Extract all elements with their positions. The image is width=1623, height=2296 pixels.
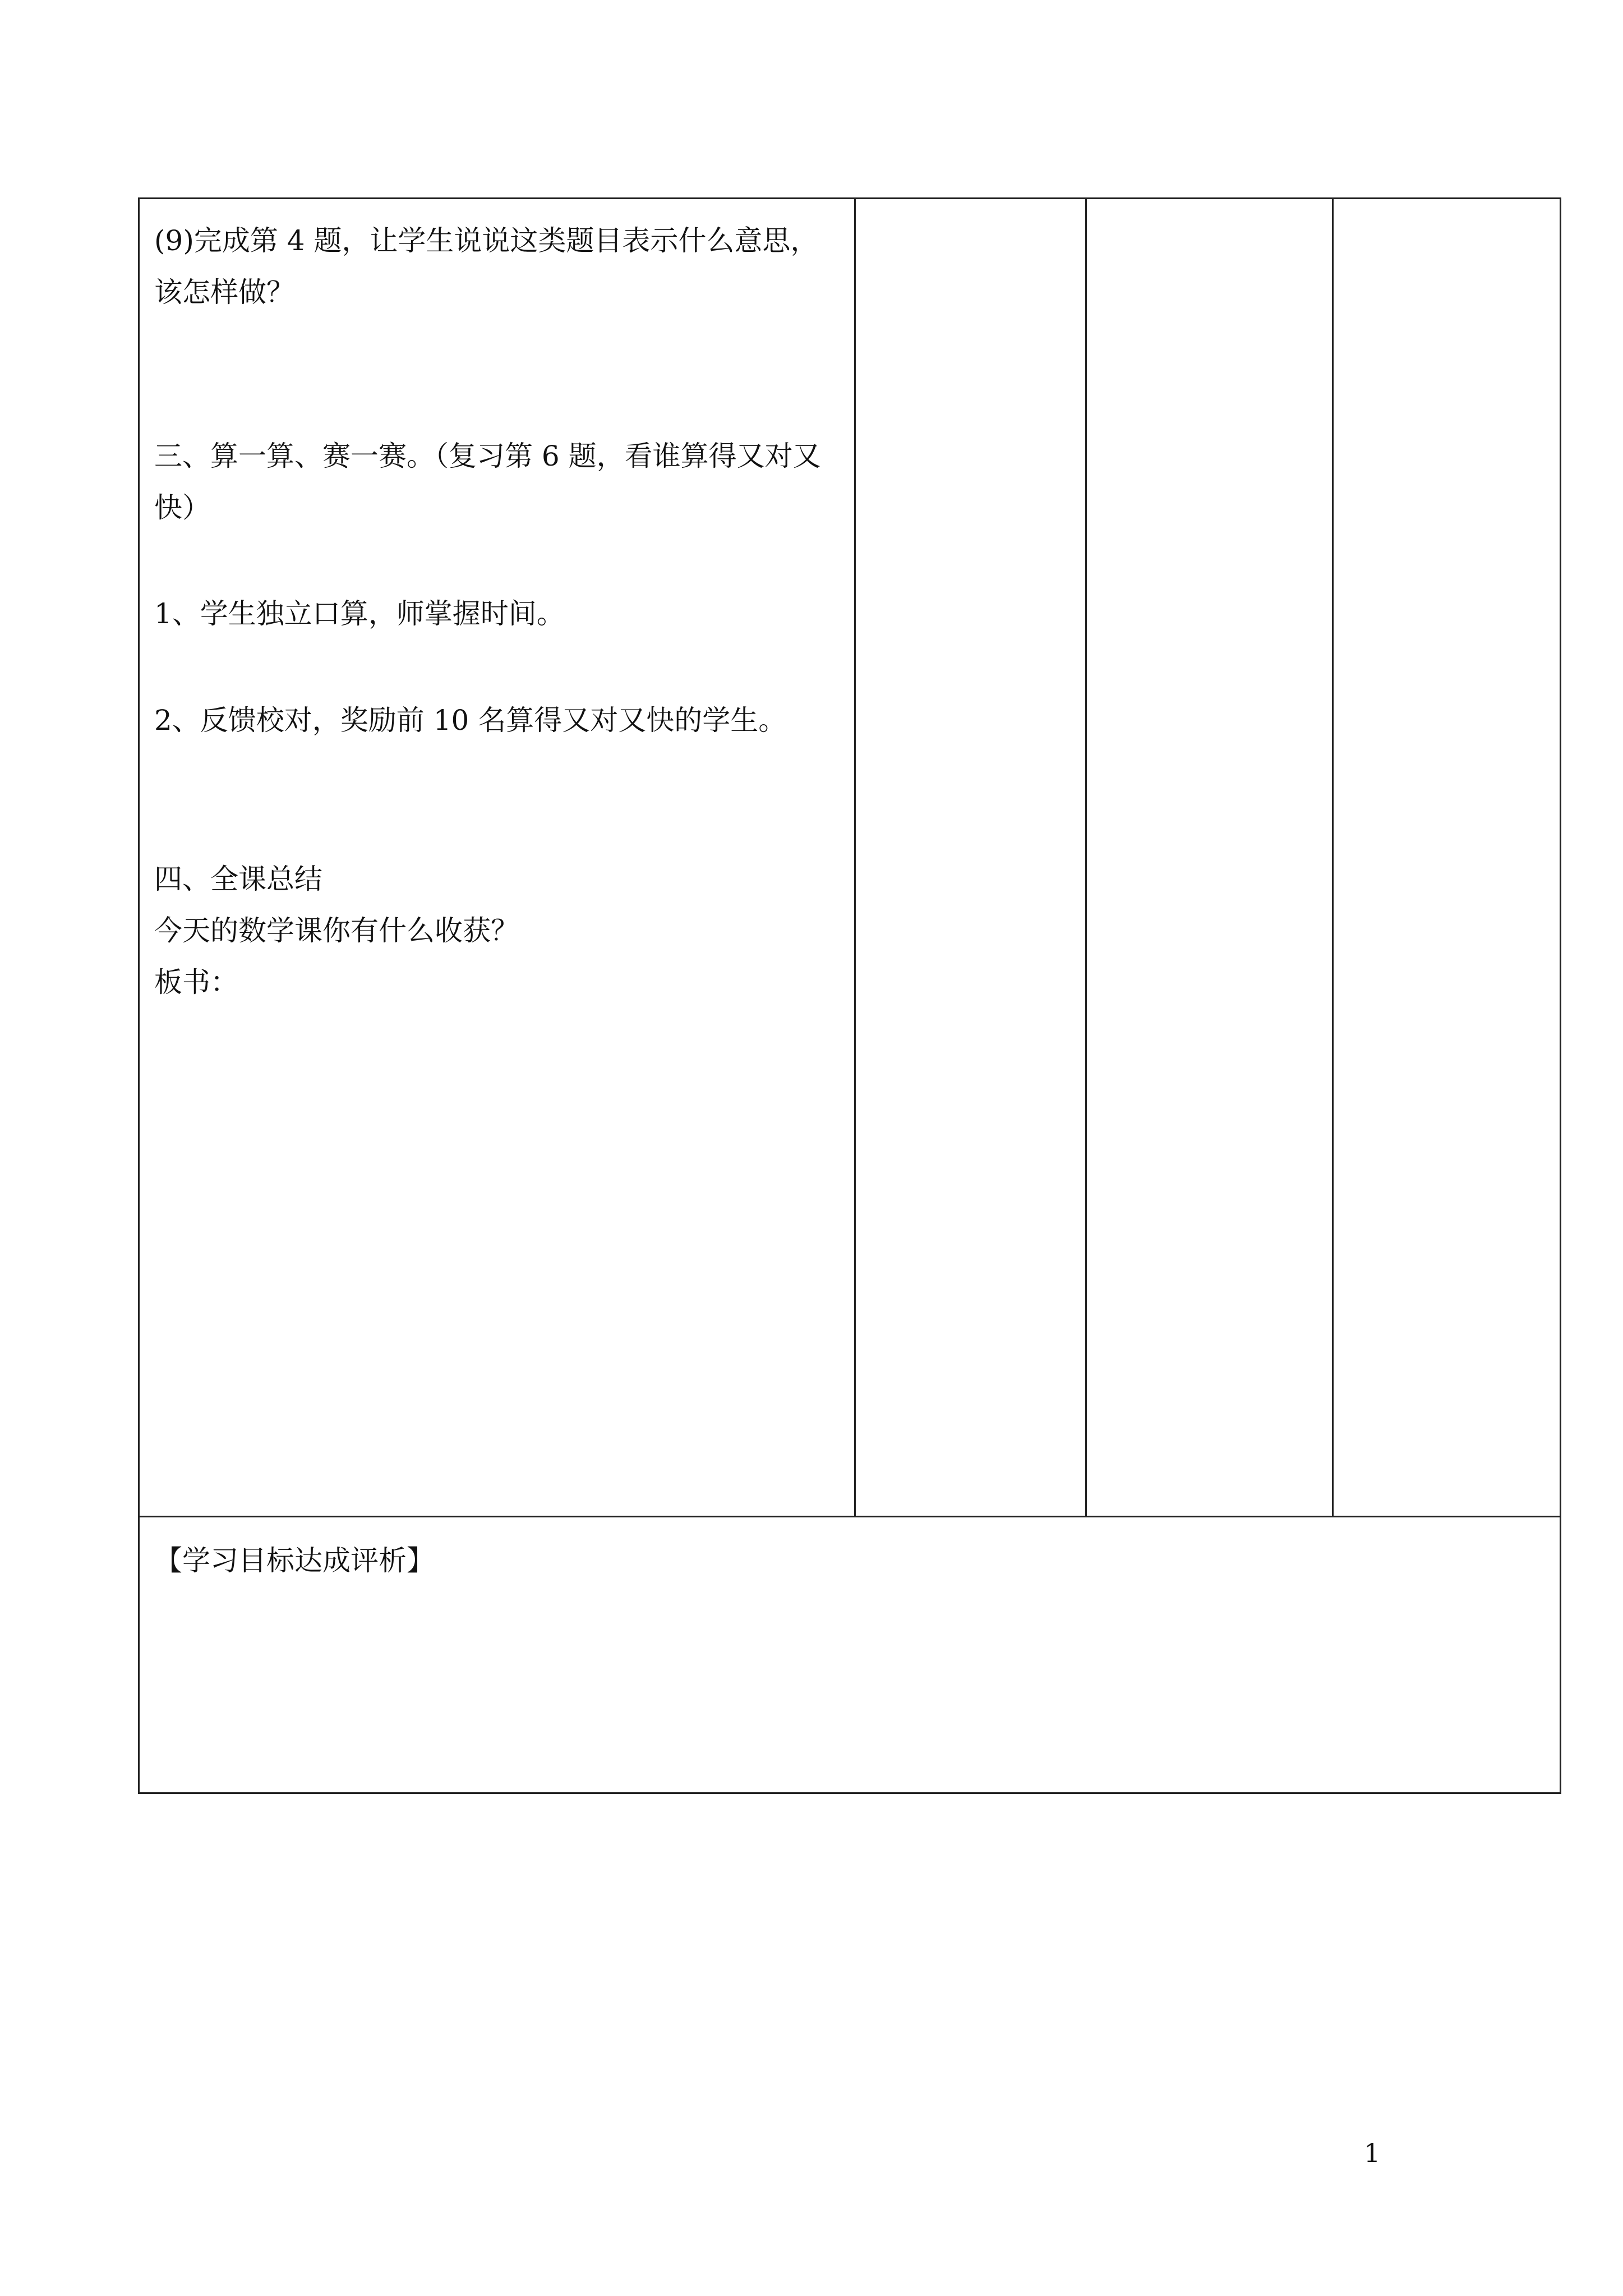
item-9-line-1: (9)完成第 4 题，让学生说说这类题目表示什么意思， [154, 224, 819, 257]
blank-column-4 [1333, 199, 1561, 1517]
page-number: 1 [1364, 2138, 1381, 2168]
section-3-line-1: 三、算一算、赛一赛。（复习第 6 题，看谁算得又对又 [154, 440, 821, 472]
spacer [154, 533, 840, 587]
teaching-process-cell [139, 199, 855, 1517]
lesson-plan-table [138, 197, 1561, 1794]
section-4-title: 四、全课总结 [154, 863, 322, 895]
spacer [154, 747, 840, 853]
board-label: 板书： [154, 966, 238, 999]
lesson-body-row [139, 199, 1561, 1517]
evaluation-heading: 【学习目标达成评析】 [154, 1544, 435, 1577]
section-3-line-2: 快） [154, 491, 210, 524]
step-2-text: 2、反馈校对，奖励前 10 名算得又对又快的学生。 [154, 704, 787, 737]
blank-column-2 [855, 199, 1086, 1517]
spacer [154, 318, 840, 430]
blank-column-3 [1086, 199, 1333, 1517]
teaching-process-content [140, 199, 854, 1008]
spacer [154, 640, 840, 694]
item-9-line-2: 该怎样做？ [154, 276, 294, 309]
section-4-question: 今天的数学课你有什么收获？ [154, 914, 519, 947]
step-1-text: 1、学生独立口算，师掌握时间。 [154, 597, 565, 630]
evaluation-content [140, 1517, 1560, 1586]
evaluation-row [139, 1517, 1561, 1793]
evaluation-cell [139, 1517, 1561, 1793]
